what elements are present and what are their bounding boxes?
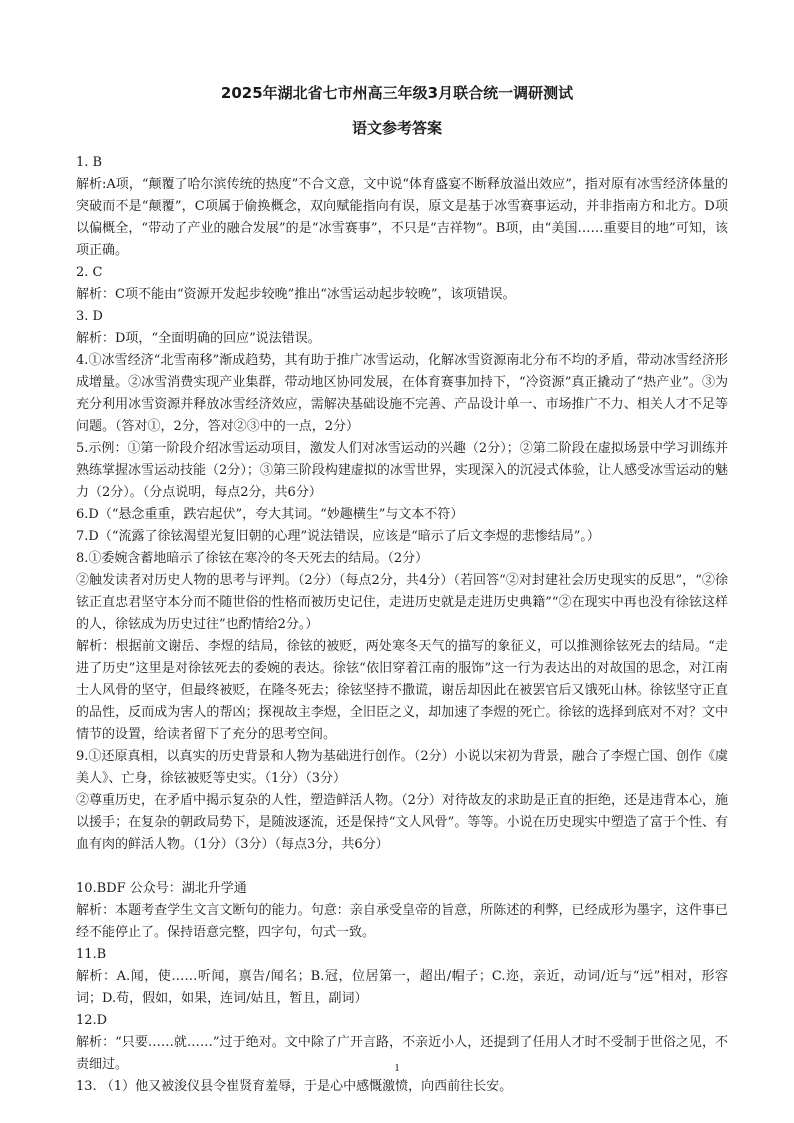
answer-paragraph: ②触发读者对历史人物的思考与评判。（2分）（每点2分，共4分）（若回答“②对封建社会历史现实的反思”，“②徐铉正直忠君坚守本分而不随世俗的性格而被历史记住，走进历史就是走进历史典籍”“②在现实中再也没有徐铉这样的人，徐铉成为历史过往”也酌情给2分。）	[76, 573, 728, 632]
answer-paragraph: ②尊重历史，在矛盾中揭示复杂的人性，塑造鲜活人物。（2分）对待故友的求助是正直的拒绝，还是违背本心，施以援手；在复杂的朝政局势下，是随波逐流，还是保持“文人风骨”。等等。小说在历史现实中塑造了富于个性、有血有肉的鲜活人物。（1分）（3分）（每点3分，共6分）	[76, 793, 728, 852]
answer-paragraph: 12.D	[76, 1013, 108, 1028]
answer-paragraph: 4.①冰雪经济“北雪南移”渐成趋势，其有助于推广冰雪运动，化解冰雪资源南北分布不均的矛盾，带动冰雪经济形成增量。②冰雪消费实现产业集群，带动地区协同发展，在体育赛事加持下，“冷资源”真正撬动了“热产业”。③为充分利用冰雪资源并释放冰雪经济效应，需解决基础设施不完善、产品设计单一、市场推广不力、相关人才不足等问题。（答对①，2分，答对②③中的一点，2分）	[76, 353, 728, 434]
answer-paragraph: 7.D（“流露了徐铉渴望光复旧朝的心理”说法错误，应该是“暗示了后文李煜的悲惨结局”。）	[76, 529, 600, 544]
answer-paragraph: 9.①还原真相，以真实的历史背景和人物为基础进行创作。（2分）小说以宋初为背景，融合了李煜亡国、创作《虞美人》、亡身，徐铉被贬等史实。（1分）（3分）	[76, 749, 728, 786]
answer-paragraph: 解析：“只要……就……”过于绝对。文中除了广开言路，不亲近小人，还提到了任用人才时不受制于世俗之见，不责细过。	[76, 1035, 728, 1072]
answer-paragraph: 解析：C项不能由“资源开发起步较晚”推出“冰雪运动起步较晚”，该项错误。	[76, 287, 516, 302]
answer-paragraph: 3. D	[76, 309, 103, 324]
document-subtitle: 语文参考答案	[351, 119, 442, 137]
answer-paragraph: 8.①委婉含蓄地暗示了徐铉在寒冷的冬天死去的结局。（2分）	[76, 551, 429, 566]
page-number: 1	[394, 1062, 400, 1074]
answer-paragraph: 解析：根据前文谢岳、李煜的结局，徐铉的被贬，两处寒冬天气的描写的象征义，可以推测徐铉死去的结局。“走进了历史”这里是对徐铉死去的委婉的表达。徐铉“依旧穿着江南的服饰”这一行为表达出的对故国的思念，对江南士人风骨的坚守，但最终被贬，在隆冬死去；徐铉坚持不撒谎，谢岳却因此在被罢官后又饿死山林。徐铉坚守正直的品性，反而成为害人的帮凶；探视故主李煜，全旧臣之义，却加速了李煜的死亡。徐铉的选择到底对不对？文中情节的设置，给读者留下了充分的思考空间。	[76, 639, 728, 742]
answer-paragraph: 10.BDF 公众号：湖北升学通	[76, 881, 247, 896]
answer-paragraph: 11.B	[76, 947, 107, 962]
document-title: 2025年湖北省七市州高三年级3月联合统一调研测试	[220, 84, 574, 102]
answer-paragraph: 解析：D项，“全面明确的回应”说法错误。	[76, 331, 321, 346]
answer-paragraph: 解析:A项，“颠覆了哈尔滨传统的热度”不合文意，文中说“体育盛宴不断释放溢出效应”，指对原有冰雪经济体量的突破而不是“颠覆”，C项属于偷换概念，双向赋能指向有误，原文是基于冰雪赛事运动，并非指南方和北方。D项以偏概全，“带动了产业的融合发展”的是“冰雪赛事”，不只是“吉祥物”。B项，由“美国……重要目的地”可知，该项正确。	[76, 177, 728, 258]
paragraph-gap	[76, 856, 728, 878]
answer-paragraph: 13. （1）他又被浚仪县令崔贤育羞辱，于是心中感慨激愤，向西前往长安。	[76, 1079, 513, 1094]
answer-paragraph: 1. B	[76, 155, 103, 170]
answer-paragraph: 6.D（“悬念重重，跌宕起伏”，夸大其词。“妙趣横生”与文本不符）	[76, 507, 464, 522]
answer-paragraph: 解析：A.闻，使……听闻，禀告/闻名；B.冠，位居第一，超出/帽子；C.迩，亲近，动词/近与“远”相对，形容词；D.苟，假如，如果，连词/姑且，暂且，副词）	[76, 969, 728, 1006]
answer-paragraph: 5.示例：①第一阶段介绍冰雪运动项目，激发人们对冰雪运动的兴趣（2分）；②第二阶段在虚拟场景中学习训练并熟练掌握冰雪运动技能（2分）；③第三阶段构建虚拟的冰雪世界，实现深入的沉浸式体验，让人感受冰雪运动的魅力（2分）。（分点说明，每点2分，共6分）	[76, 441, 728, 500]
answer-body	[76, 152, 728, 1098]
answer-paragraph: 解析：本题考查学生文言文断句的能力。句意：亲自承受皇帝的旨意，所陈述的利弊，已经成形为墨字，这件事已经不能停止了。保持语意完整，四字句，句式一致。	[76, 903, 728, 940]
answer-paragraph: 2. C	[76, 265, 103, 280]
